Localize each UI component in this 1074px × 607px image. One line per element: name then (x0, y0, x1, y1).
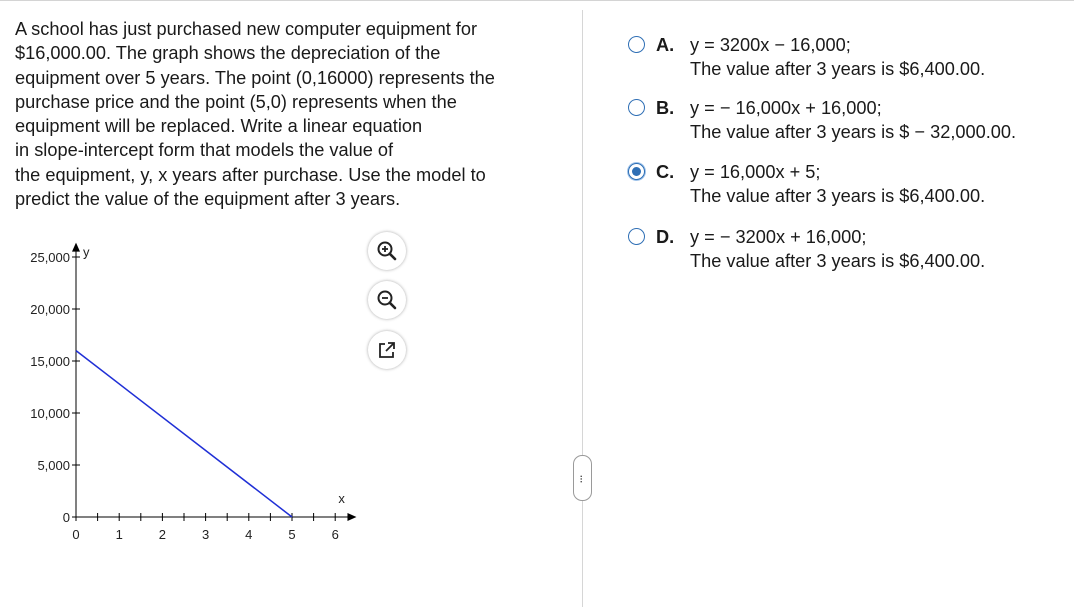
y-tick-label: 10,000 (30, 406, 70, 421)
option-a-value: The value after 3 years is $6,400.00. (690, 59, 986, 79)
option-c-equation: y = 16,000x + 5; (690, 162, 821, 182)
option-a-radio[interactable] (628, 36, 645, 53)
option-a-equation: y = 3200x − 16,000; (690, 35, 851, 55)
x-tick-label: 1 (115, 527, 123, 542)
popout-button[interactable] (368, 331, 406, 369)
y-tick-label: 20,000 (30, 302, 70, 317)
y-tick-label: 0 (62, 510, 70, 525)
answer-panel (600, 0, 1070, 607)
external-link-icon (377, 340, 397, 360)
x-tick-label: 6 (331, 527, 339, 542)
option-b-radio[interactable] (628, 99, 645, 116)
y-tick-label: 25,000 (30, 250, 70, 265)
x-tick-label: 3 (201, 527, 210, 542)
option-b-letter: B. (656, 98, 675, 118)
zoom-in-icon (376, 240, 398, 262)
x-axis-label: x (338, 491, 345, 506)
option-b[interactable] (628, 96, 1068, 148)
zoom-out-button[interactable] (368, 281, 406, 319)
divider-handle[interactable] (573, 455, 592, 501)
zoom-in-button[interactable] (368, 232, 406, 270)
option-a[interactable] (628, 33, 1068, 85)
depreciation-graph (0, 228, 368, 558)
option-c-letter: C. (656, 162, 675, 182)
option-c[interactable] (628, 160, 1068, 212)
option-d-letter: D. (656, 227, 675, 247)
y-axis-label: y (83, 244, 90, 260)
y-tick-label: 5,000 (37, 458, 70, 473)
x-tick-label: 2 (158, 527, 167, 542)
option-a-letter: A. (656, 35, 675, 55)
option-d-equation: y = − 3200x + 16,000; (690, 227, 867, 247)
zoom-out-icon (376, 289, 398, 311)
y-axis-arrow (72, 243, 80, 252)
handle-dots-icon: ··· (574, 474, 591, 482)
option-b-equation: y = − 16,000x + 16,000; (690, 98, 882, 118)
depreciation-line (76, 351, 292, 517)
x-tick-label: 0 (72, 527, 80, 542)
y-tick-label: 15,000 (30, 354, 70, 369)
option-d-value: The value after 3 years is $6,400.00. (690, 251, 986, 271)
option-d[interactable] (628, 225, 1068, 277)
option-b-value: The value after 3 years is $ − 32,000.00. (690, 122, 1017, 142)
option-c-value: The value after 3 years is $6,400.00. (690, 186, 986, 206)
option-d-radio[interactable] (628, 228, 645, 245)
question-text: A school has just purchased new computer equipment for $16,000.00. The graph shows the depreciation of the equipment over 5 years. The point (0,16000) represents the purchase price and the point (5,0) represents when the equipment will be replaced. Write a linear equation in slope-intercept form that models the value of the equipment, y, x years after purchase. Use the model to predict the value of the equipment after 3 years. (15, 19, 495, 210)
x-tick-label: 5 (288, 527, 296, 542)
option-c-radio[interactable] (628, 163, 645, 180)
x-tick-label: 4 (245, 527, 253, 542)
panel-divider (582, 10, 583, 607)
x-axis-arrow (347, 513, 356, 521)
